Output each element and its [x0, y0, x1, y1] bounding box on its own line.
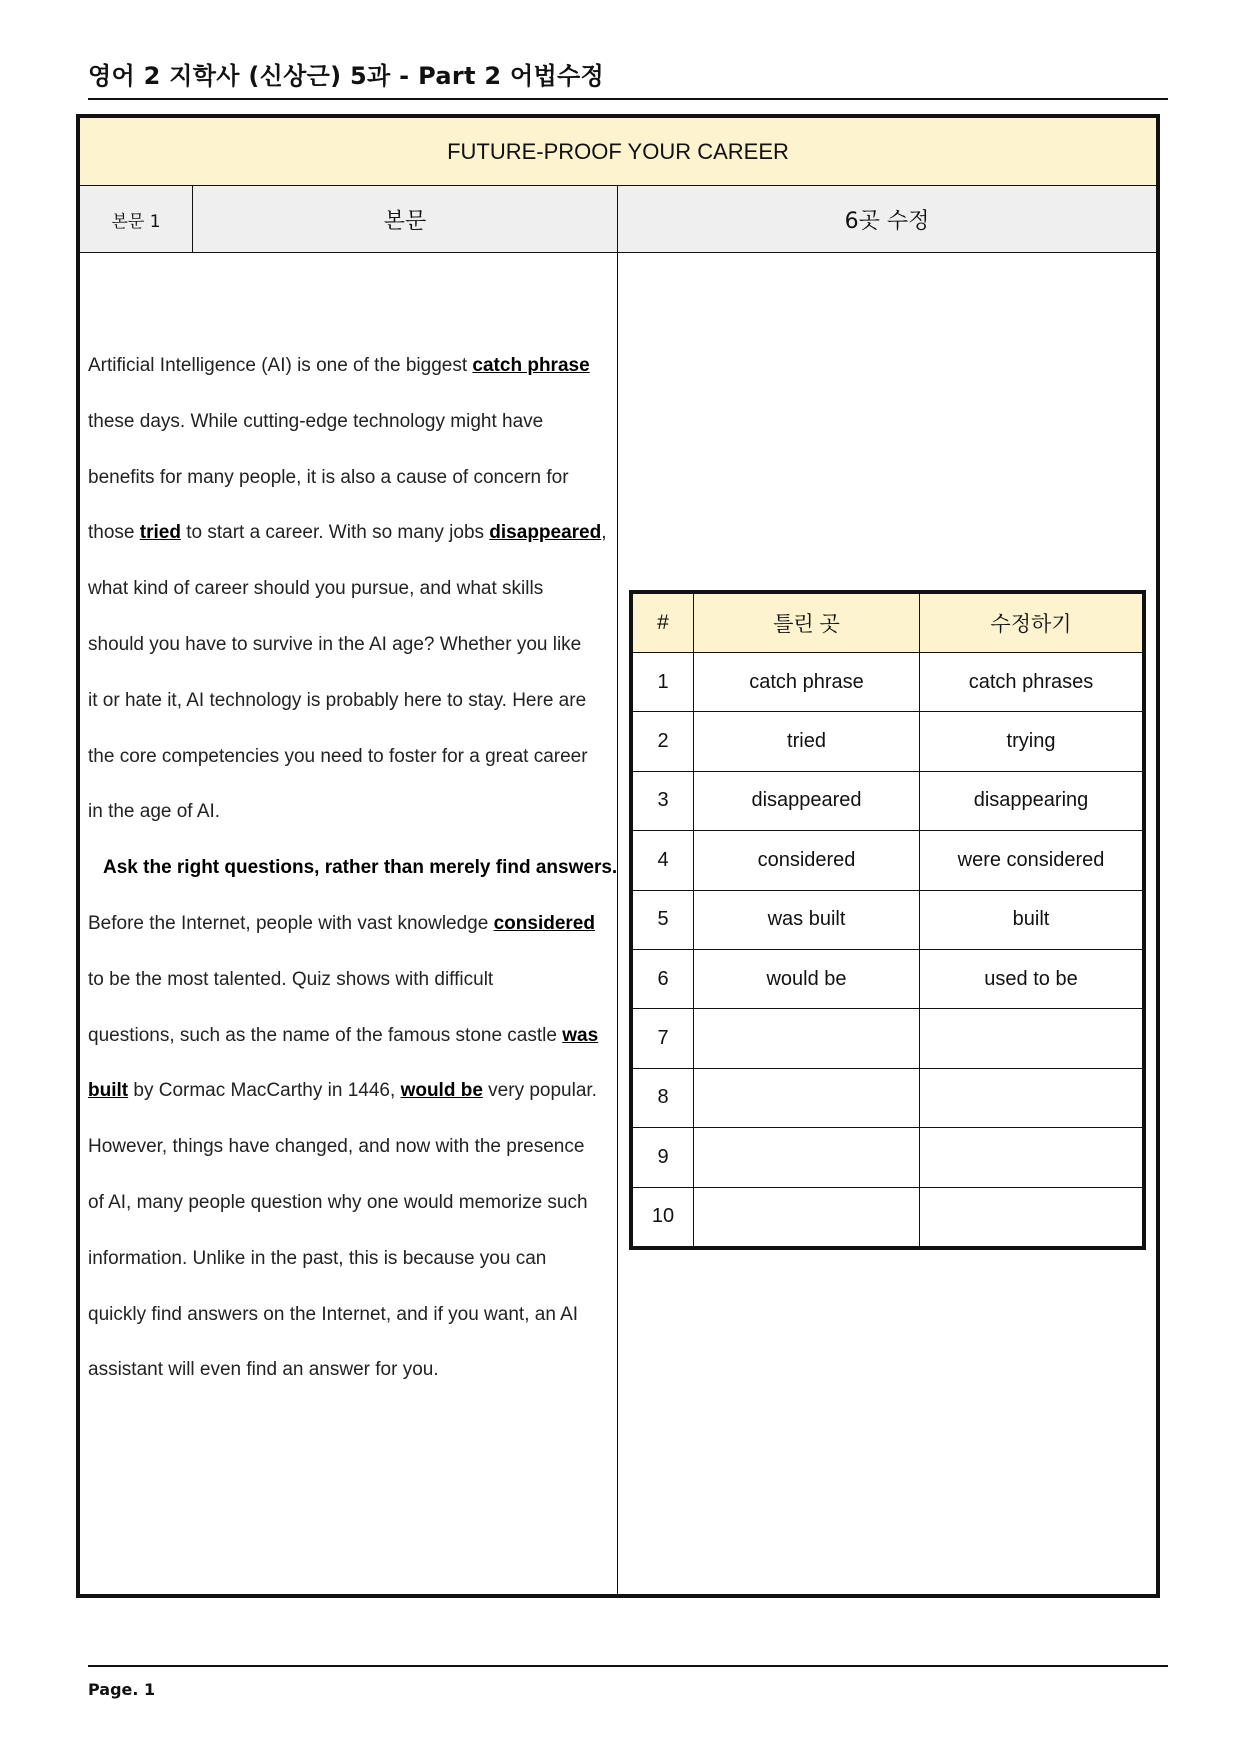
wrong-part-cell: catch phrase	[694, 653, 920, 712]
row-number: 10	[633, 1187, 694, 1246]
correction-cell: built	[920, 890, 1143, 949]
row-number: 3	[633, 771, 694, 830]
passage-text-span: to start a career. With so many jobs	[180, 522, 490, 544]
table-row	[633, 949, 1143, 1008]
passage-text	[88, 355, 618, 1415]
passage-text-span: quickly find answers on the Internet, and if you want, an AI	[88, 1303, 579, 1325]
passage-text-span: questions, such as the name of the famous stone castle	[88, 1024, 563, 1046]
wrong-part-header: 틀린 곳	[694, 594, 920, 653]
underlined-error: disappeared	[489, 522, 602, 544]
wrong-part-cell[interactable]	[694, 1009, 920, 1068]
section-subheading: Ask the right questions, rather than merely find answers.	[103, 857, 618, 879]
passage-line	[88, 634, 614, 690]
table-row	[633, 1068, 1143, 1127]
table-row	[633, 890, 1143, 949]
correction-cell[interactable]	[920, 1128, 1143, 1187]
underlined-error: built	[88, 1080, 129, 1102]
answer-number-header: #	[633, 594, 694, 653]
passage-text-span: by Cormac MacCarthy in 1446,	[128, 1080, 401, 1102]
passage-number-header: 본문 1	[80, 186, 193, 252]
passage-text-span: the core competencies you need to foster for a great career	[88, 745, 588, 767]
underlined-error: would be	[400, 1080, 483, 1102]
worksheet-title: FUTURE-PROOF YOUR CAREER	[80, 118, 1156, 186]
passage-text-span: in the age of AI.	[88, 801, 221, 823]
passage-text-span: those	[88, 522, 140, 544]
page-number: Page. 1	[88, 1680, 156, 1699]
row-number: 5	[633, 890, 694, 949]
correction-cell[interactable]	[920, 1009, 1143, 1068]
passage-line	[88, 1304, 614, 1360]
column-header-row	[80, 186, 1156, 253]
passage-text-span: very popular.	[482, 1080, 597, 1102]
passage-line	[88, 1080, 614, 1136]
table-row	[633, 1187, 1143, 1246]
column-divider	[617, 253, 618, 1594]
row-number: 6	[633, 949, 694, 1008]
row-number: 9	[633, 1128, 694, 1187]
table-row	[633, 1128, 1143, 1187]
passage-line	[88, 411, 614, 467]
passage-text-span: Artificial Intelligence (AI) is one of the biggest	[88, 355, 473, 376]
passage-line	[88, 1248, 614, 1304]
correction-cell: trying	[920, 712, 1143, 771]
header-rule	[88, 98, 1168, 100]
correction-cell: used to be	[920, 949, 1143, 1008]
row-number: 2	[633, 712, 694, 771]
row-number: 4	[633, 831, 694, 890]
passage-line	[88, 355, 614, 411]
passage-text-span: ,	[601, 522, 607, 544]
passage-line	[88, 1359, 614, 1415]
passage-line	[88, 801, 614, 857]
passage-text-span: these days. While cutting-edge technology might have	[88, 410, 544, 432]
passage-line	[88, 522, 614, 578]
passage-line	[88, 857, 618, 913]
passage-line	[88, 1192, 614, 1248]
row-number: 8	[633, 1068, 694, 1127]
passage-text-span: it or hate it, AI technology is probably here to stay. Here are	[88, 689, 587, 711]
passage-header: 본문	[193, 186, 618, 252]
table-row	[633, 771, 1143, 830]
passage-line	[88, 467, 614, 523]
table-row	[633, 1009, 1143, 1068]
wrong-part-cell[interactable]	[694, 1128, 920, 1187]
table-row	[633, 831, 1143, 890]
underlined-error: tried	[139, 522, 181, 544]
row-number: 7	[633, 1009, 694, 1068]
correction-cell: disappearing	[920, 771, 1143, 830]
footer-rule	[88, 1665, 1168, 1667]
wrong-part-cell[interactable]	[694, 1068, 920, 1127]
wrong-part-cell: was built	[694, 890, 920, 949]
underlined-error: was	[562, 1024, 599, 1046]
correction-cell: catch phrases	[920, 653, 1143, 712]
correction-cell[interactable]	[920, 1187, 1143, 1246]
passage-line	[88, 1136, 614, 1192]
passage-text-span: information. Unlike in the past, this is because you can	[88, 1247, 547, 1269]
table-row	[633, 653, 1143, 712]
document-title: 영어 2 지학사 (신상근) 5과 - Part 2 어법수정	[88, 62, 604, 90]
passage-text-span: should you have to survive in the AI age? Whether you like	[88, 633, 582, 655]
passage-line	[88, 746, 614, 802]
correction-cell: were considered	[920, 831, 1143, 890]
answer-table-header	[633, 594, 1143, 653]
passage-text-span: However, things have changed, and now with the presence	[88, 1136, 585, 1158]
correction-cell[interactable]	[920, 1068, 1143, 1127]
underlined-error: catch phrase	[472, 355, 590, 376]
passage-line	[88, 1025, 614, 1081]
passage-text-span: what kind of career should you pursue, and what skills	[88, 578, 544, 600]
correction-column-header: 수정하기	[920, 594, 1143, 653]
underlined-error: considered	[493, 912, 595, 934]
correction-header: 6곳 수정	[844, 208, 930, 234]
table-row	[633, 712, 1143, 771]
wrong-part-cell: disappeared	[694, 771, 920, 830]
passage-text-span: to be the most talented. Quiz shows with difficult	[88, 968, 494, 990]
passage-text-span: of AI, many people question why one would memorize such	[88, 1191, 588, 1213]
passage-line	[88, 578, 614, 634]
wrong-part-cell: tried	[694, 712, 920, 771]
wrong-part-cell: would be	[694, 949, 920, 1008]
worksheet-frame	[76, 114, 1160, 1598]
passage-line	[88, 690, 614, 746]
row-number: 1	[633, 653, 694, 712]
passage-text-span: assistant will even find an answer for you.	[88, 1359, 439, 1381]
passage-line	[88, 969, 614, 1025]
answer-table	[629, 590, 1146, 1250]
passage-text-span: Before the Internet, people with vast knowledge	[88, 912, 494, 934]
wrong-part-cell[interactable]	[694, 1187, 920, 1246]
passage-line	[88, 913, 614, 969]
passage-text-span: benefits for many people, it is also a cause of concern for	[88, 466, 569, 488]
wrong-part-cell: considered	[694, 831, 920, 890]
